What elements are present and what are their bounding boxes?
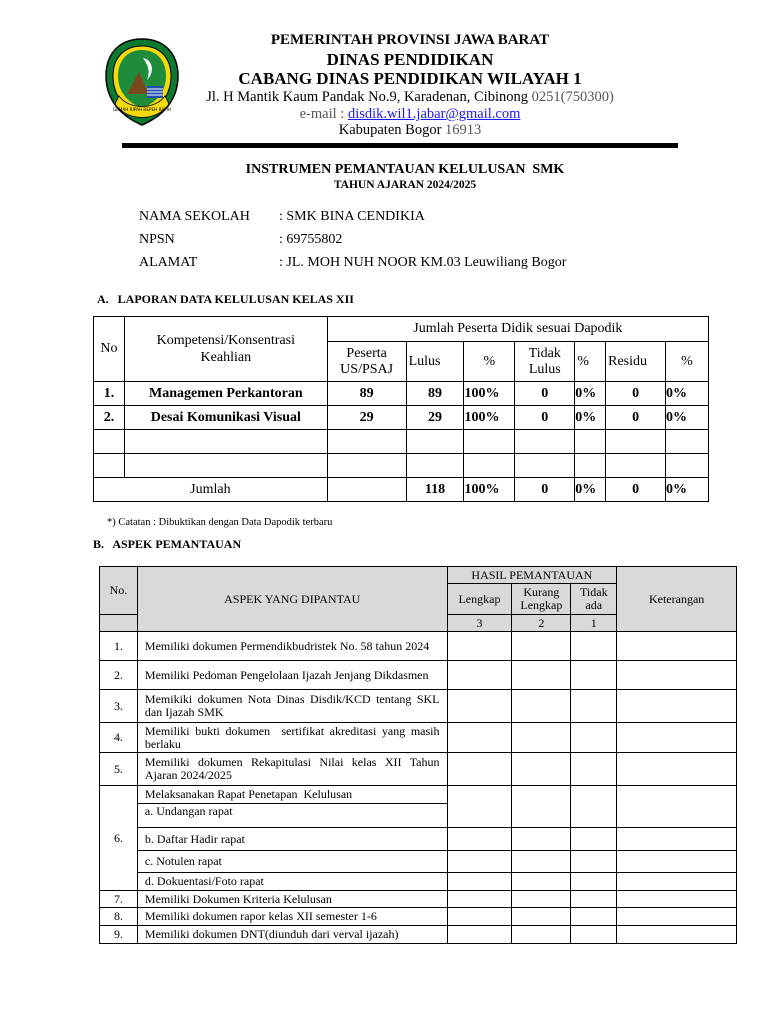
table-subrow <box>100 873 737 891</box>
table-row <box>100 723 737 753</box>
svg-text:GEMAH RIPAH REPEH RAPIH: GEMAH RIPAH REPEH RAPIH <box>112 107 172 112</box>
section-a-title: A. LAPORAN DATA KELULUSAN KELAS XII <box>97 292 354 306</box>
cell-kurang[interactable] <box>512 661 571 690</box>
col-header-lulus: Lulus <box>406 342 464 382</box>
email-link[interactable]: disdik.wil1.jabar@gmail.com <box>347 106 521 122</box>
row-sub-aspek: a. Undangan rapat <box>137 804 447 828</box>
total-pct-residu: 0% <box>666 478 709 502</box>
row-pct-residu: 0% <box>666 406 709 430</box>
table-row-empty <box>94 430 709 454</box>
table-row <box>100 786 737 804</box>
col-header-tidak: Tidak ada <box>571 584 617 615</box>
row-lulus: 89 <box>406 382 464 406</box>
row-sub-aspek: d. Dokuentasi/Foto rapat <box>137 873 447 891</box>
total-tidak: 0 <box>515 478 575 502</box>
header-email <box>150 106 670 123</box>
row-aspek: Memiliki dokumen rapor kelas XII semester 1-6 <box>137 908 447 926</box>
email-label: e-mail : <box>299 106 345 122</box>
row-residu: 0 <box>606 382 666 406</box>
total-pct-tidak: 0% <box>575 478 606 502</box>
row-aspek: Memiliki Pedoman Pengelolaan Ijazah Jenjang Dikdasmen <box>137 661 447 690</box>
cell-tidak[interactable] <box>571 632 617 661</box>
section-b-title: B. ASPEK PEMANTAUAN <box>93 537 242 551</box>
cell-kurang[interactable] <box>512 753 571 786</box>
col-header-no: No <box>94 317 125 382</box>
row-pct-lulus: 100% <box>464 382 515 406</box>
table-subrow <box>100 828 737 851</box>
cell-lengkap[interactable] <box>447 723 512 753</box>
cell-kurang[interactable] <box>512 723 571 753</box>
cell-tidak[interactable] <box>571 873 617 891</box>
row-pct-tidak: 0% <box>575 382 606 406</box>
row-sub-aspek: c. Notulen rapat <box>137 851 447 873</box>
phone-text: 0251(750300) <box>531 89 614 105</box>
cell-lengkap[interactable] <box>447 908 512 926</box>
cell-lengkap[interactable] <box>447 690 512 723</box>
cell-lengkap[interactable] <box>447 873 512 891</box>
col-header-no: No. <box>100 567 138 615</box>
cell-keterangan[interactable] <box>617 786 737 828</box>
row-no: 1. <box>100 632 138 661</box>
cell-lengkap[interactable] <box>447 828 512 851</box>
cell-keterangan[interactable] <box>617 891 737 908</box>
row-no: 2. <box>94 406 125 430</box>
cell-tidak[interactable] <box>571 828 617 851</box>
score-tidak: 1 <box>571 615 617 632</box>
header-branch: CABANG DINAS PENDIDIKAN WILAYAH 1 <box>238 69 582 88</box>
row-lulus: 29 <box>406 406 464 430</box>
table-subrow <box>100 851 737 873</box>
row-tidak: 0 <box>515 382 575 406</box>
table-row <box>100 661 737 690</box>
cell-keterangan[interactable] <box>617 690 737 723</box>
cell-tidak[interactable] <box>571 851 617 873</box>
header-city <box>150 122 670 139</box>
cell-tidak[interactable] <box>571 786 617 828</box>
cell-lengkap[interactable] <box>447 786 512 828</box>
cell-lengkap[interactable] <box>447 851 512 873</box>
col-header-residu: Residu <box>606 342 666 382</box>
cell-keterangan[interactable] <box>617 873 737 891</box>
cell-tidak[interactable] <box>571 723 617 753</box>
row-no: 9. <box>100 926 138 944</box>
cell-tidak[interactable] <box>571 908 617 926</box>
row-sub-aspek: b. Daftar Hadir rapat <box>137 828 447 851</box>
row-peserta: 29 <box>327 406 406 430</box>
cell-tidak[interactable] <box>571 926 617 944</box>
total-lulus: 118 <box>406 478 464 502</box>
cell-kurang[interactable] <box>512 926 571 944</box>
row-aspek: Melaksanakan Rapat Penetapan Kelulusan <box>137 786 447 804</box>
cell-keterangan[interactable] <box>617 661 737 690</box>
col-header-kurang: Kurang Lengkap <box>512 584 571 615</box>
cell-keterangan[interactable] <box>617 908 737 926</box>
row-aspek: Memiliki dokumen Permendikbudristek No. 58 tahun 2024 <box>137 632 447 661</box>
info-value-school: : SMK BINA CENDIKIA <box>279 209 425 224</box>
total-pct-lulus: 100% <box>464 478 515 502</box>
table-row <box>100 690 737 723</box>
table-row <box>94 406 709 430</box>
col-header-keterangan: Keterangan <box>617 567 737 632</box>
cell-keterangan[interactable] <box>617 926 737 944</box>
table-row <box>100 908 737 926</box>
table-row <box>100 891 737 908</box>
table-row <box>100 753 737 786</box>
info-label-address: ALAMAT <box>139 255 198 270</box>
cell-keterangan[interactable] <box>617 828 737 851</box>
row-no: 2. <box>100 661 138 690</box>
cell-keterangan[interactable] <box>617 753 737 786</box>
cell-kurang[interactable] <box>512 891 571 908</box>
cell-keterangan[interactable] <box>617 723 737 753</box>
row-aspek: Memiliki bukti dokumen sertifikat akreditasi yang masih berlaku <box>137 723 447 753</box>
row-peserta: 89 <box>327 382 406 406</box>
info-label-npsn: NPSN <box>139 232 175 247</box>
cell-lengkap[interactable] <box>447 891 512 908</box>
header-address <box>150 89 670 106</box>
cell-lengkap[interactable] <box>447 926 512 944</box>
row-pct-tidak: 0% <box>575 406 606 430</box>
row-name: Managemen Perkantoran <box>124 382 327 406</box>
score-kurang: 2 <box>512 615 571 632</box>
cell-kurang[interactable] <box>512 786 571 828</box>
row-name: Desai Komunikasi Visual <box>124 406 327 430</box>
cell-kurang[interactable] <box>512 851 571 873</box>
cell-kurang[interactable] <box>512 873 571 891</box>
cell-tidak[interactable] <box>571 891 617 908</box>
col-header-pct-lulus: % <box>464 342 515 382</box>
table-row <box>100 632 737 661</box>
graduation-table <box>93 316 709 502</box>
info-label-school: NAMA SEKOLAH <box>139 209 250 224</box>
row-pct-lulus: 100% <box>464 406 515 430</box>
row-no: 7. <box>100 891 138 908</box>
row-no: 6. <box>100 786 138 891</box>
col-header-tidak-lulus: Tidak Lulus <box>515 342 575 382</box>
cell-keterangan[interactable] <box>617 851 737 873</box>
table-row-empty <box>94 454 709 478</box>
header-agency: DINAS PENDIDIKAN <box>326 50 494 69</box>
monitoring-table <box>99 566 737 944</box>
col-header-lengkap: Lengkap <box>447 584 512 615</box>
cell-kurang[interactable] <box>512 632 571 661</box>
row-no: 5. <box>100 753 138 786</box>
cell-kurang[interactable] <box>512 908 571 926</box>
col-header-kompetensi: Kompetensi/Konsentrasi Keahlian <box>124 317 327 382</box>
row-aspek: Memiliki dokumen Rekapitulasi Nilai kelas XII Tahun Ajaran 2024/2025 <box>137 753 447 786</box>
cell-tidak[interactable] <box>571 690 617 723</box>
cell-lengkap[interactable] <box>447 661 512 690</box>
row-tidak: 0 <box>515 406 575 430</box>
total-label: Jumlah <box>94 478 328 502</box>
col-header-aspek: ASPEK YANG DIPANTAU <box>137 567 447 632</box>
header-divider <box>122 143 678 148</box>
col-header-peserta: Peserta US/PSAJ <box>327 342 406 382</box>
row-aspek: Memikiki dokumen Nota Dinas Disdik/KCD tentang SKL dan Ijazah SMK <box>137 690 447 723</box>
total-residu: 0 <box>606 478 666 502</box>
document-title: INSTRUMEN PEMANTAUAN KELULUSAN SMK <box>245 162 565 177</box>
cell-tidak[interactable] <box>571 753 617 786</box>
cell-lengkap[interactable] <box>447 632 512 661</box>
row-no: 8. <box>100 908 138 926</box>
row-aspek: Memiliki Dokumen Kriteria Kelulusan <box>137 891 447 908</box>
header-government: PEMERINTAH PROVINSI JAWA BARAT <box>270 32 550 48</box>
cell-kurang[interactable] <box>512 690 571 723</box>
cell-lengkap[interactable] <box>447 753 512 786</box>
document-subtitle: TAHUN AJARAN 2024/2025 <box>333 179 477 191</box>
score-lengkap: 3 <box>447 615 512 632</box>
col-header-group: Jumlah Peserta Didik sesuai Dapodik <box>327 317 708 342</box>
col-header-pct-tidak: % <box>575 342 606 382</box>
table-note: *) Catatan : Dibuktikan dengan Data Dapodik terbaru <box>107 517 333 528</box>
row-aspek: Memiliki dokumen DNT(diunduh dari verval ijazah) <box>137 926 447 944</box>
row-no: 1. <box>94 382 125 406</box>
cell-keterangan[interactable] <box>617 632 737 661</box>
city-text: Kabupaten Bogor <box>338 122 442 138</box>
table-total-row <box>94 478 709 502</box>
cell-kurang[interactable] <box>512 828 571 851</box>
row-no: 4. <box>100 723 138 753</box>
col-header-pct-residu: % <box>666 342 709 382</box>
cell-tidak[interactable] <box>571 661 617 690</box>
row-no: 3. <box>100 690 138 723</box>
postal-code: 16913 <box>445 122 482 138</box>
info-value-address: : JL. MOH NUH NOOR KM.03 Leuwiliang Bogor <box>279 255 567 270</box>
table-row <box>100 926 737 944</box>
table-row <box>94 382 709 406</box>
row-residu: 0 <box>606 406 666 430</box>
col-header-hasil: HASIL PEMANTAUAN <box>447 567 617 584</box>
info-value-npsn: : 69755802 <box>279 232 343 247</box>
address-text: Jl. H Mantik Kaum Pandak No.9, Karadenan, Cibinong <box>206 89 528 105</box>
row-pct-residu: 0% <box>666 382 709 406</box>
